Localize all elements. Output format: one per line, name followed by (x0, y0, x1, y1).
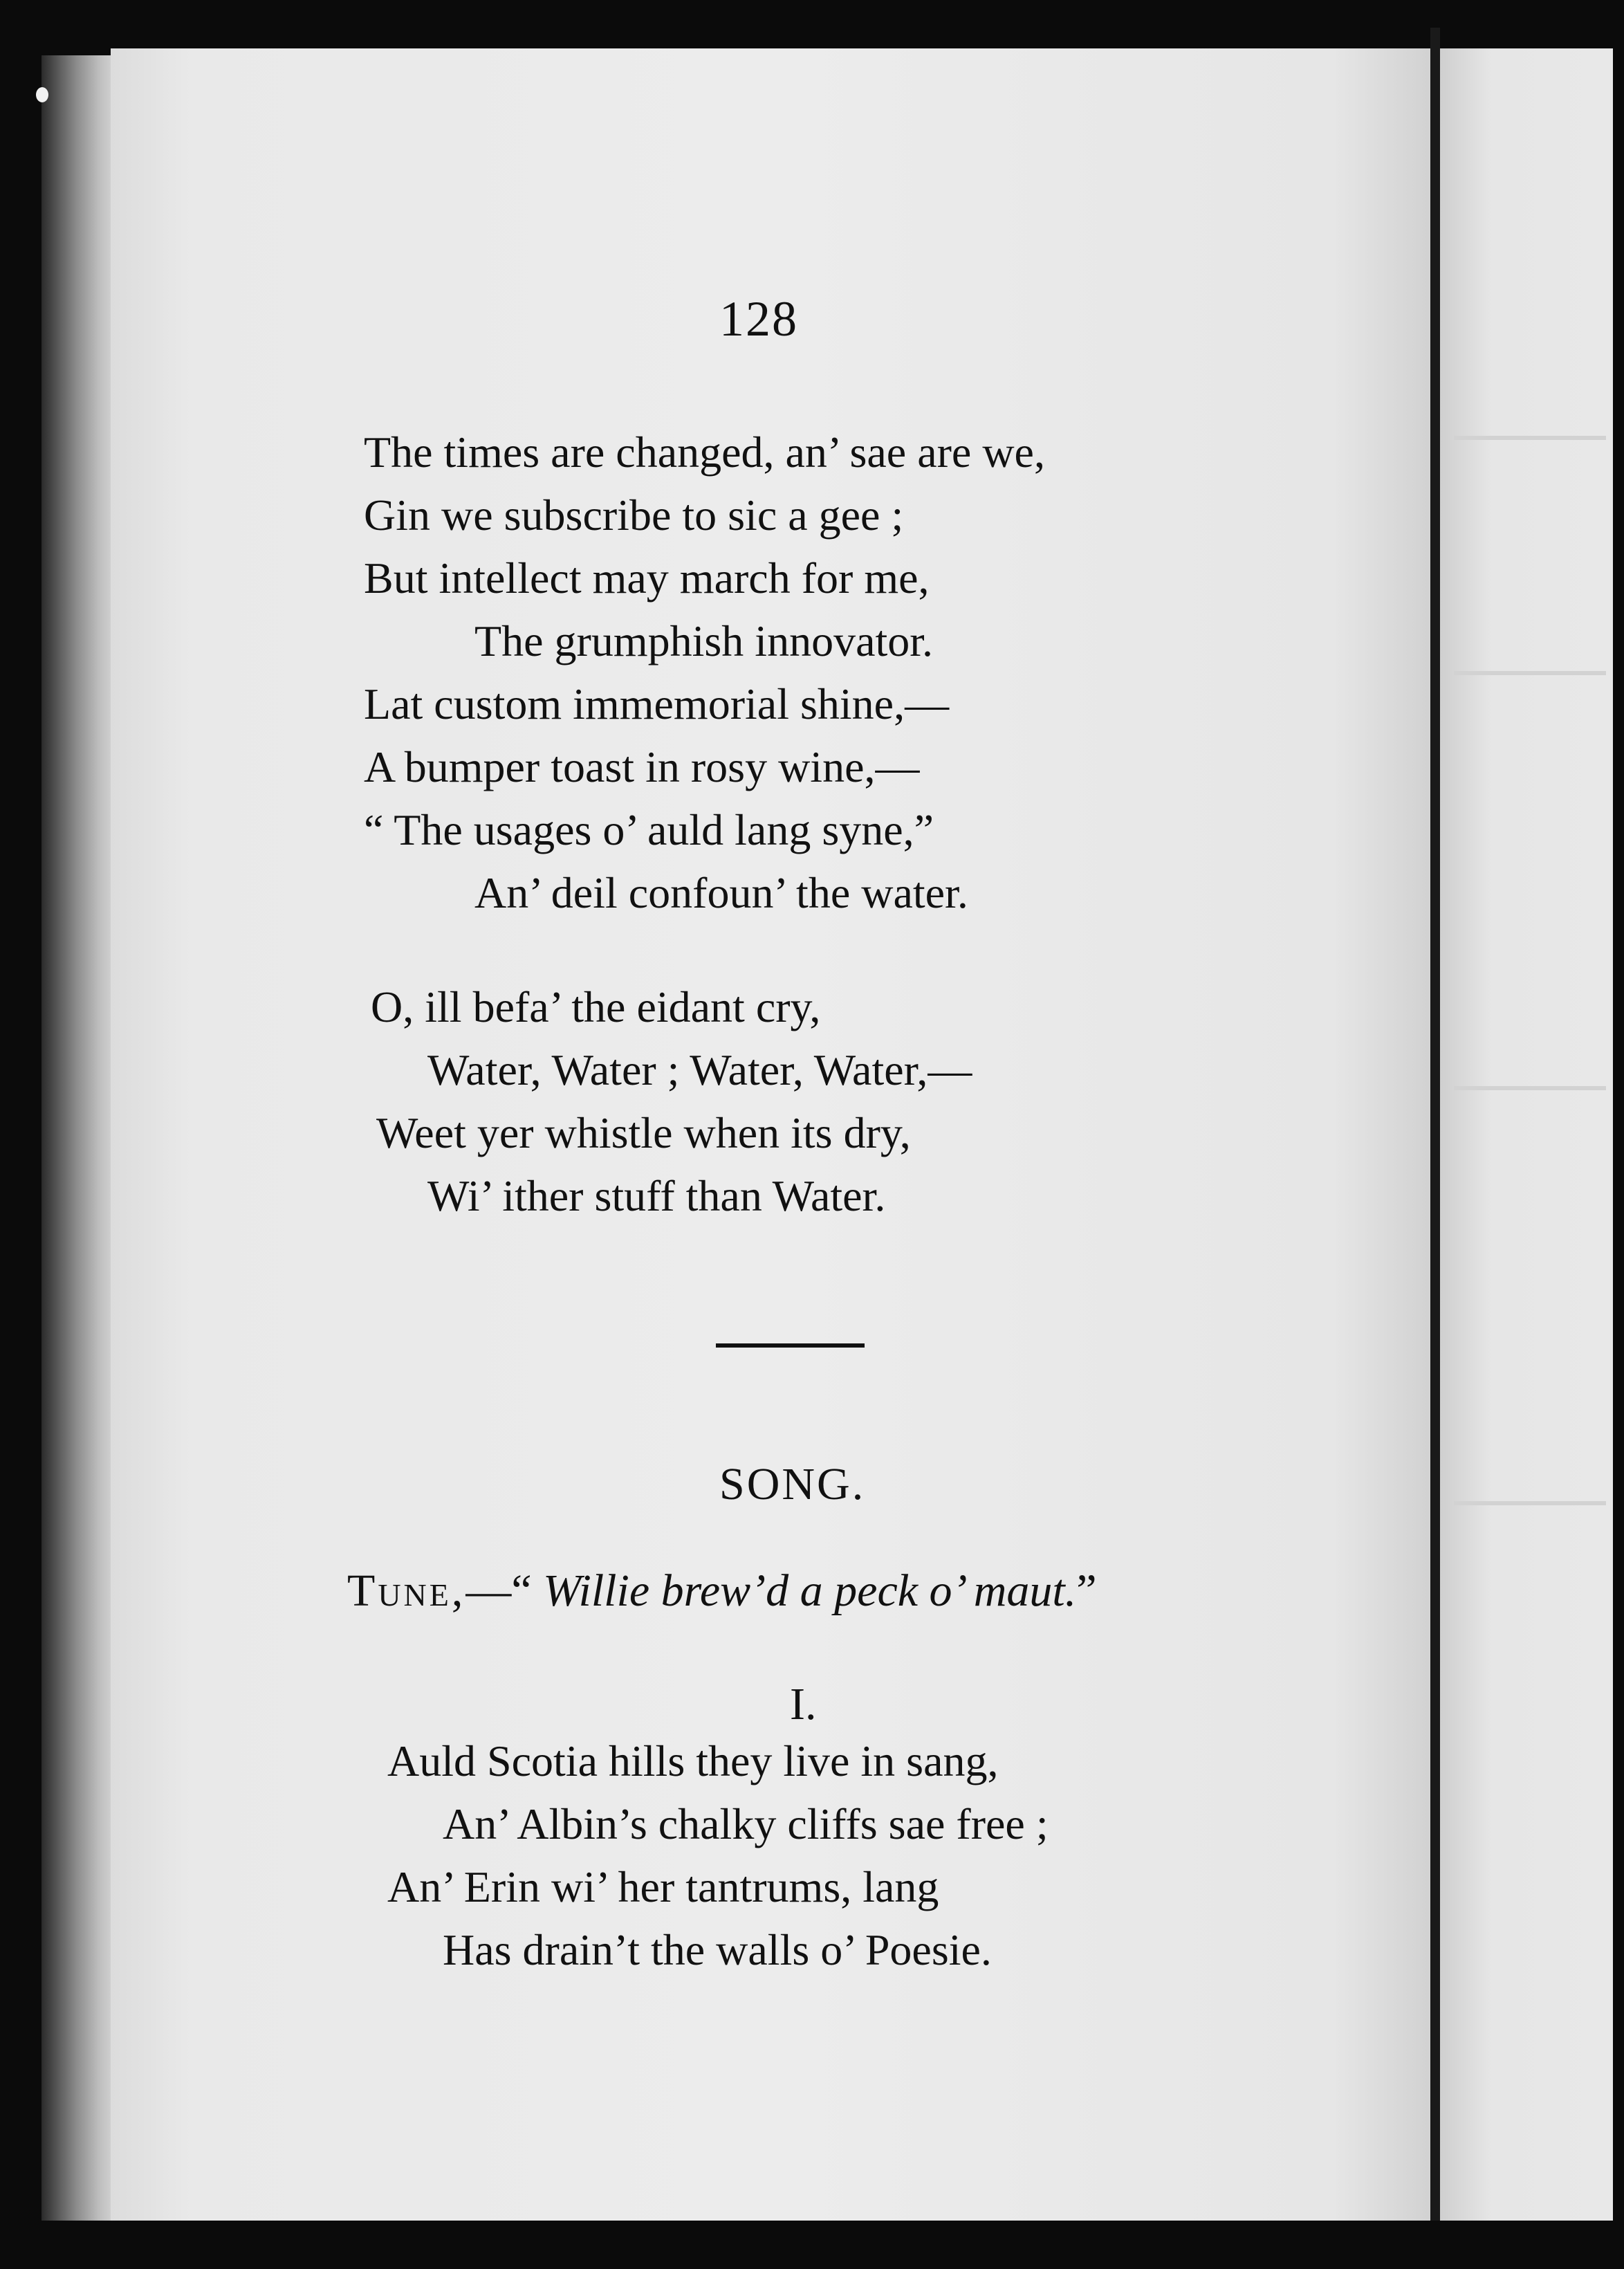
stanza-one (364, 421, 1045, 924)
verse-line: An’ Erin wi’ her tantrums, lang (387, 1862, 939, 1911)
stanza-line: The grumphish innovator. (474, 616, 934, 665)
verse-number: I. (790, 1679, 817, 1729)
song-title: SONG. (719, 1459, 866, 1509)
chorus-line: Wi’ ither stuff than Water. (427, 1171, 886, 1220)
chorus-line: Water, Water ; Water, Water,— (427, 1045, 972, 1094)
tune-dash: —“ (465, 1565, 544, 1616)
verse-line: Has drain’t the walls o’ Poesie. (443, 1925, 992, 1974)
tune-line (347, 1565, 1097, 1617)
stanza-line: “ The usages o’ auld lang syne,” (364, 805, 934, 854)
tune-close-quote: ” (1076, 1565, 1097, 1616)
stanza-line: Gin we subscribe to sic a gee ; (364, 490, 904, 540)
stanza-line: An’ deil confoun’ the water. (474, 868, 968, 917)
tune-label: Tune, (347, 1565, 466, 1616)
stanza-line: But intellect may march for me, (364, 553, 930, 603)
stanza-line: A bumper toast in rosy wine,— (364, 742, 920, 791)
stanza-line: Lat custom immemorial shine,— (364, 679, 950, 728)
page-number: 128 (719, 291, 798, 347)
chorus (371, 975, 972, 1227)
tune-name: Willie brew’d a peck o’ maut. (543, 1565, 1077, 1616)
stanza-line: The times are changed, an’ sae are we, (364, 428, 1045, 477)
verse-line: An’ Albin’s chalky cliffs sae free ; (443, 1799, 1049, 1848)
chorus-line: Weet yer whistle when its dry, (376, 1108, 911, 1157)
section-divider (716, 1343, 865, 1348)
verse-line: Auld Scotia hills they live in sang, (387, 1736, 999, 1785)
chorus-line: O, ill befa’ the eidant cry, (371, 982, 821, 1031)
song-verse-one (387, 1729, 1049, 1981)
